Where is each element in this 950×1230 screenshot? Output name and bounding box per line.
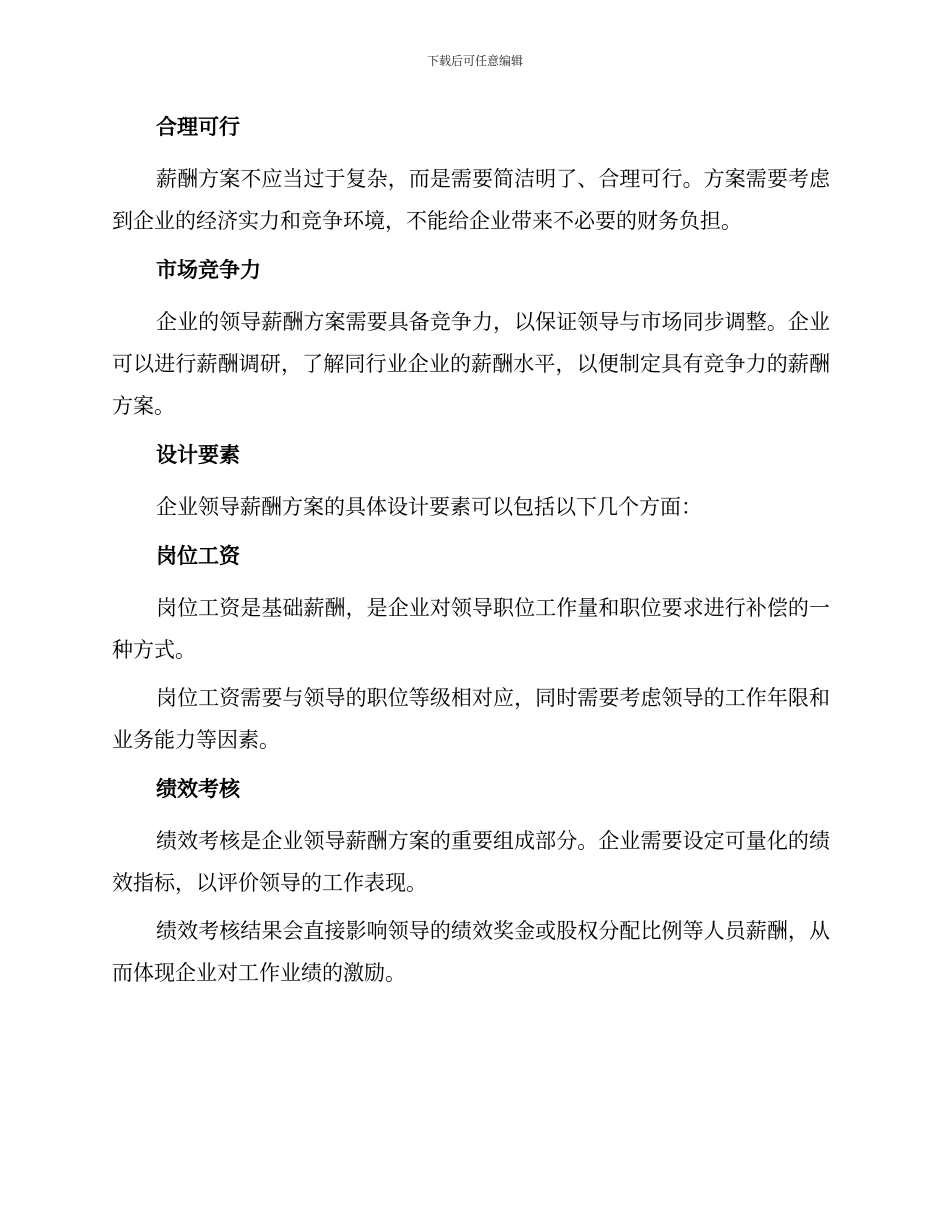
paragraph: 薪酬方案不应当过于复杂，而是需要简洁明了、合理可行。方案需要考虑到企业的经济实力和竞争环境，不能给企业带来不必要的财务负担。: [112, 167, 830, 233]
section-heading-design-elements: 设计要素: [156, 443, 240, 467]
paragraph: 绩效考核是企业领导薪酬方案的重要组成部分。企业需要设定可量化的绩效指标，以评价领导的工作表现。: [112, 829, 830, 895]
paragraph: 绩效考核结果会直接影响领导的绩效奖金或股权分配比例等人员薪酬，从而体现企业对工作业绩的激励。: [112, 919, 830, 985]
page-header: 下载后可任意编辑: [426, 54, 523, 68]
paragraph: 岗位工资是基础薪酬，是企业对领导职位工作量和职位要求进行补偿的一种方式。: [112, 596, 830, 662]
paragraph: 企业领导薪酬方案的具体设计要素可以包括以下几个方面：: [156, 495, 702, 519]
section-heading-position-salary: 岗位工资: [156, 544, 240, 568]
paragraph: 企业的领导薪酬方案需要具备竞争力，以保证领导与市场同步调整。企业可以进行薪酬调研，了解同行业企业的薪酬水平，以便制定具有竞争力的薪酬方案。: [112, 310, 830, 418]
section-heading-performance-review: 绩效考核: [156, 777, 240, 801]
document-body: [112, 111, 830, 1006]
paragraph: 岗位工资需要与领导的职位等级相对应，同时需要考虑领导的工作年限和业务能力等因素。: [112, 686, 830, 752]
section-heading-feasibility: 合理可行: [156, 115, 240, 139]
section-heading-market-competitiveness: 市场竞争力: [156, 258, 261, 282]
